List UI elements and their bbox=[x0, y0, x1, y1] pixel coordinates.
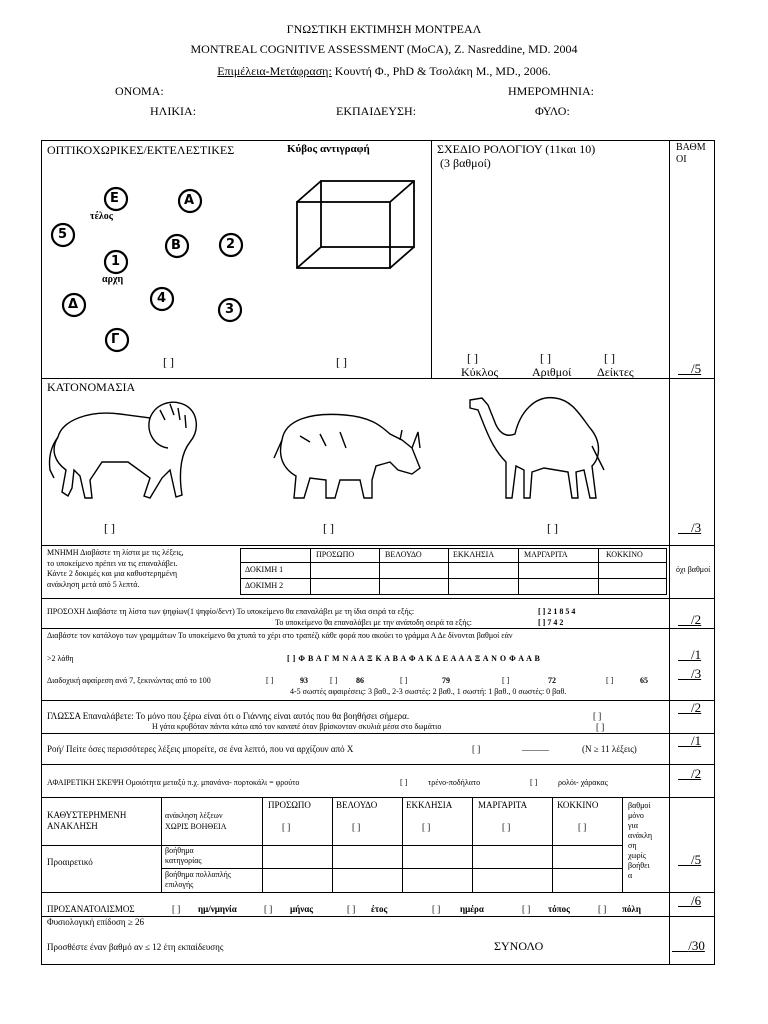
points-note-line: για bbox=[628, 821, 638, 830]
fluency-score-value: /1 bbox=[691, 733, 702, 748]
memory-trial-1: ΔΟΚΙΜΗ 1 bbox=[245, 565, 284, 574]
abstraction-item-2: ρολόι- χάρακας bbox=[558, 778, 608, 787]
trail-start-label: αρχη bbox=[102, 274, 124, 285]
serial7-value-86: 86 bbox=[356, 676, 364, 685]
score-column-header: ΒΑΘΜ ΟΙ bbox=[676, 142, 706, 165]
clock-numbers-label: Αριθμοί bbox=[532, 365, 572, 379]
points-note-line: χωρίς bbox=[628, 851, 646, 860]
naming-score-value: /3 bbox=[691, 520, 702, 535]
abstraction-text: ΑΦΑΙΡΕΤΙΚΗ ΣΚΕΨΗ Ομοιότητα μεταξύ π.χ. μπανάνα- πορτοκάλι = φρούτο bbox=[47, 778, 300, 787]
delayed-points-note bbox=[628, 801, 652, 881]
digits-score-value: /2 bbox=[691, 612, 702, 627]
letters-instruction: Διαβάστε τον κατάλογο των γραμμάτων Το υποκείμενο θα χτυπά το χέρι στο τραπέζι κάθε φορά που ακούει το γράμμα Α Δε δίνονται βαθμοί εάν bbox=[47, 631, 513, 640]
memory-instruction-line: ανάκληση μετά από 5 λεπτά. bbox=[47, 579, 140, 589]
delayed-score-value: /5 bbox=[691, 852, 702, 867]
points-note-line: ανάκλη bbox=[628, 831, 653, 840]
memory-word-daisy: ΜΑΡΓΑΡΙΤΑ bbox=[524, 550, 568, 559]
trail-node-2: 2 bbox=[226, 237, 236, 252]
fluency-text: Ροή/ Πείτε όσες περισσότερες λέξεις μπορείτε, σε ένα λεπτό, που να αρχίζουν από Χ bbox=[47, 744, 354, 754]
category-cue-line: κατηγορίας bbox=[165, 856, 202, 865]
delayed-word-church: ΕΚΚΛΗΣΙΑ bbox=[406, 800, 453, 810]
title-english: MONTREAL COGNITIVE ASSESSMENT (MoCA), Z. Nasreddine, MD. 2004 bbox=[190, 42, 578, 56]
name-label: ΟΝΟΜΑ: bbox=[115, 84, 164, 98]
memory-no-points: όχι βαθμοί bbox=[676, 565, 711, 574]
delayed-box-face[interactable]: [ ] bbox=[282, 822, 291, 832]
orientation-box-day[interactable]: [ ] bbox=[432, 904, 441, 914]
digits-backward-text: Το υποκείμενο θα επαναλάβει με την ανάποδη σειρά τα εξής: bbox=[275, 618, 472, 627]
trail-box[interactable]: [ ] bbox=[163, 355, 174, 369]
recall-without-cue-label bbox=[165, 810, 227, 832]
education-label: ΕΚΠΑΙΔΕΥΣΗ: bbox=[336, 104, 417, 118]
orientation-box-date[interactable]: [ ] bbox=[172, 904, 181, 914]
clock-circle-label: Κύκλος bbox=[461, 365, 499, 379]
orientation-month: μήνας bbox=[290, 904, 314, 914]
trail-node-delta: Δ bbox=[68, 297, 79, 312]
visuospatial-title: ΟΠΤΙΚΟΧΩΡΙΚΕΣ/ΕΚΤΕΛΕΣΤΙΚΕΣ bbox=[47, 143, 235, 157]
serial7-value-72: 72 bbox=[548, 676, 556, 685]
serial7-scoring: 4-5 σωστές αφαιρέσεις: 3 βαθ., 2-3 σωστές: 2 βαθ., 1 σωστή: 1 βαθ., 0 σωστές: 0 βαθ. bbox=[290, 687, 567, 696]
serial7-score bbox=[678, 666, 701, 682]
orientation-box-year[interactable]: [ ] bbox=[347, 904, 356, 914]
orientation-day: ημέρα bbox=[460, 904, 484, 914]
multiple-cue-line: επιλογής bbox=[165, 880, 194, 889]
trail-end-label: τέλος bbox=[90, 211, 114, 222]
translation-label: Επιμέλεια-Μετάφραση: bbox=[217, 64, 332, 78]
clock-label: ΣΧΕΔΙΟ ΡΟΛΟΓΙΟΥ (11και 10) bbox=[437, 142, 596, 156]
letters-sequence[interactable]: [ ] Φ Β Α Γ Μ Ν Α Α Ξ Κ Α Β Α Φ Α Κ Δ Ε Α Α Α Ξ Α Ν Ο Φ Α Α Β bbox=[287, 654, 541, 663]
age-label: ΗΛΙΚΙΑ: bbox=[150, 104, 197, 118]
recall-label-line: ανάκληση λέξεων bbox=[165, 811, 223, 820]
trail-node-3: 3 bbox=[225, 302, 235, 317]
normal-score-note: Φυσιολογική επίδοση ≥ 26 bbox=[47, 917, 145, 927]
delayed-box-church[interactable]: [ ] bbox=[422, 822, 431, 832]
serial7-box-2[interactable]: [ ] bbox=[330, 676, 338, 685]
abstraction-box-2[interactable]: [ ] bbox=[530, 778, 538, 787]
delayed-box-red[interactable]: [ ] bbox=[578, 822, 587, 832]
clock-numbers-box[interactable]: [ ] bbox=[540, 351, 551, 365]
points-note-line: α bbox=[628, 871, 633, 880]
naming-score bbox=[678, 520, 701, 536]
orientation-city: πόλη bbox=[622, 904, 641, 914]
orientation-score-value: /6 bbox=[691, 893, 702, 908]
clock-hands-box[interactable]: [ ] bbox=[604, 351, 615, 365]
abstraction-box-1[interactable]: [ ] bbox=[400, 778, 408, 787]
digits-forward-values[interactable]: [ ] 2 1 8 5 4 bbox=[538, 607, 576, 616]
title-greek: ΓΝΩΣΤΙΚΗ ΕΚΤΙΜΗΣΗ ΜΟΝΤΡΕΑΛ bbox=[286, 22, 482, 36]
delayed-word-red: ΚΟΚΚΙΝΟ bbox=[557, 800, 599, 810]
orientation-year: έτος bbox=[371, 904, 388, 914]
serial7-box-3[interactable]: [ ] bbox=[400, 676, 408, 685]
memory-word-velvet: ΒΕΛΟΥΔΟ bbox=[385, 550, 422, 559]
education-point-note: Προσθέστε έναν βαθμό αν ≤ 12 έτη εκπαίδευσης bbox=[47, 942, 224, 952]
trail-node-5: 5 bbox=[58, 227, 68, 242]
multiple-cue-line: βοήθημα πολλαπλής bbox=[165, 870, 231, 879]
orientation-box-month[interactable]: [ ] bbox=[264, 904, 273, 914]
delayed-word-velvet: ΒΕΛΟΥΔΟ bbox=[336, 800, 378, 810]
date-label: ΗΜΕΡΟΜΗΝΙΑ: bbox=[508, 84, 595, 98]
trail-node-a: Α bbox=[184, 193, 195, 208]
serial7-box-1[interactable]: [ ] bbox=[266, 676, 274, 685]
letters-score-value: /1 bbox=[691, 647, 702, 662]
clock-hands-label: Δείκτες bbox=[597, 365, 634, 379]
delayed-word-daisy: ΜΑΡΓΑΡΙΤΑ bbox=[478, 800, 528, 810]
delayed-title-line: ΑΝΑΚΛΗΣΗ bbox=[47, 821, 98, 831]
memory-word-church: ΕΚΚΛΗΣΙΑ bbox=[453, 550, 495, 559]
trail-node-gamma: Γ bbox=[111, 332, 120, 347]
serial7-box-4[interactable]: [ ] bbox=[502, 676, 510, 685]
camel-box[interactable]: [ ] bbox=[547, 521, 558, 535]
digits-backward-values[interactable]: [ ] 7 4 2 bbox=[538, 618, 564, 627]
optional-label: Προαιρετικό bbox=[47, 857, 93, 867]
serial7-value-79: 79 bbox=[442, 676, 450, 685]
delayed-box-daisy[interactable]: [ ] bbox=[502, 822, 511, 832]
total-score-value: /30 bbox=[688, 938, 705, 953]
fluency-rule: (N ≥ 11 λέξεις) bbox=[582, 744, 637, 754]
memory-instruction-line: το υποκείμενο πρέπει να τις επαναλάβει. bbox=[47, 558, 178, 568]
repeat-sentence-2: Η γάτα κρυβόταν πάντα κάτω από τον καναπέ όταν βρίσκονταν σκυλιά μέσα στο δωμάτιο bbox=[152, 722, 442, 731]
memory-trial-2: ΔΟΚΙΜΗ 2 bbox=[245, 581, 284, 590]
memory-word-red: ΚΟΚΚΙΝΟ bbox=[606, 550, 643, 559]
fluency-score bbox=[678, 733, 701, 749]
abstraction-score-value: /2 bbox=[691, 766, 702, 781]
orientation-box-place[interactable]: [ ] bbox=[522, 904, 531, 914]
memory-instruction bbox=[47, 548, 184, 590]
serial7-value-65: 65 bbox=[640, 676, 648, 685]
visuospatial-score-value: /5 bbox=[691, 361, 702, 376]
digits-score bbox=[678, 612, 701, 628]
serial7-value-93: 93 bbox=[300, 676, 308, 685]
memory-word-face: ΠΡΟΣΩΠΟ bbox=[316, 550, 355, 559]
points-note-line: μόνο bbox=[628, 811, 644, 820]
category-cue-line: βοήθημα bbox=[165, 846, 194, 855]
fluency-count-blank[interactable]: ______ bbox=[522, 742, 549, 752]
naming-title: ΚΑΤΟΝΟΜΑΣΙΑ bbox=[47, 380, 136, 394]
delayed-recall-title bbox=[47, 810, 126, 832]
orientation-date: ημ/νμηνία bbox=[198, 904, 237, 914]
rhinoceros-box[interactable]: [ ] bbox=[323, 521, 334, 535]
translation-names: Κουντή Φ., PhD & Τσολάκη Μ., MD., 2006. bbox=[331, 64, 551, 78]
orientation-score bbox=[678, 893, 701, 909]
delayed-score bbox=[678, 852, 701, 868]
orientation-title: ΠΡΟΣΑΝΑΤΟΛΙΣΜΟΣ bbox=[47, 904, 135, 914]
clock-points: (3 βαθμοί) bbox=[440, 156, 491, 170]
memory-instruction-line: ΜΝΗΜΗ Διαβάστε τη λίστα με τις λέξεις, bbox=[47, 548, 184, 557]
points-note-line: ση bbox=[628, 841, 637, 850]
repeat-box-2[interactable]: [ ] bbox=[596, 722, 605, 732]
abstraction-score bbox=[678, 766, 701, 782]
orientation-box-city[interactable]: [ ] bbox=[598, 904, 607, 914]
letters-score bbox=[678, 647, 701, 663]
abstraction-item-1: τρένο-ποδήλατο bbox=[428, 778, 481, 787]
trail-node-1: 1 bbox=[111, 254, 121, 269]
delayed-word-face: ΠΡΟΣΩΠΟ bbox=[268, 800, 311, 810]
cube-box[interactable]: [ ] bbox=[336, 355, 347, 369]
clock-circle-box[interactable]: [ ] bbox=[467, 351, 478, 365]
recall-label-line: ΧΩΡΙΣ ΒΟΗΘΕΙΑ bbox=[165, 822, 227, 831]
repeat-box-1[interactable]: [ ] bbox=[593, 711, 602, 721]
lion-box[interactable]: [ ] bbox=[104, 521, 115, 535]
total-score bbox=[672, 938, 705, 954]
cube-label: Κύβος αντιγραφή bbox=[287, 143, 370, 155]
serial7-text: Διαδοχική αφαίρεση ανά 7, ξεκινώντας από το 100 bbox=[47, 676, 211, 685]
category-cue-label bbox=[165, 846, 202, 866]
points-note-line: βαθμοί bbox=[628, 801, 651, 810]
fluency-box[interactable]: [ ] bbox=[472, 744, 481, 754]
delayed-title-line: ΚΑΘΥΣΤΕΡΗΜΕΝΗ bbox=[47, 810, 127, 820]
trail-node-e: Ε bbox=[110, 191, 119, 206]
digits-forward-text: ΠΡΟΣΟΧΗ Διαβάστε τη λίστα των ψηφίων(1 ψηφίο/δεντ) Το υποκείμενο θα επαναλάβει με τη ίδια σειρά τα εξής: bbox=[47, 607, 415, 616]
repeat-score bbox=[678, 700, 701, 716]
orientation-place: τόπος bbox=[548, 904, 570, 914]
serial7-box-5[interactable]: [ ] bbox=[606, 676, 614, 685]
points-note-line: βοήθει bbox=[628, 861, 650, 870]
serial7-score-value: /3 bbox=[691, 666, 702, 681]
repeat-sentence-1: ΓΛΩΣΣΑ Επαναλάβετε: Το μόνο που ξέρω είναι ότι ο Γιάννης είναι αυτός που θα βοηθήσει σήμερα. bbox=[47, 711, 410, 721]
letters-errors: >2 λάθη bbox=[47, 654, 74, 663]
trail-node-b: Β bbox=[171, 238, 181, 253]
delayed-box-velvet[interactable]: [ ] bbox=[352, 822, 361, 832]
multiple-choice-cue-label bbox=[165, 870, 231, 890]
trail-node-4: 4 bbox=[157, 291, 167, 306]
total-label: ΣΥΝΟΛΟ bbox=[494, 939, 544, 953]
repeat-score-value: /2 bbox=[691, 700, 702, 715]
sex-label: ΦΥΛΟ: bbox=[535, 104, 570, 118]
memory-instruction-line: Κάντε 2 δοκιμές και μια καθυστερημένη bbox=[47, 569, 178, 578]
